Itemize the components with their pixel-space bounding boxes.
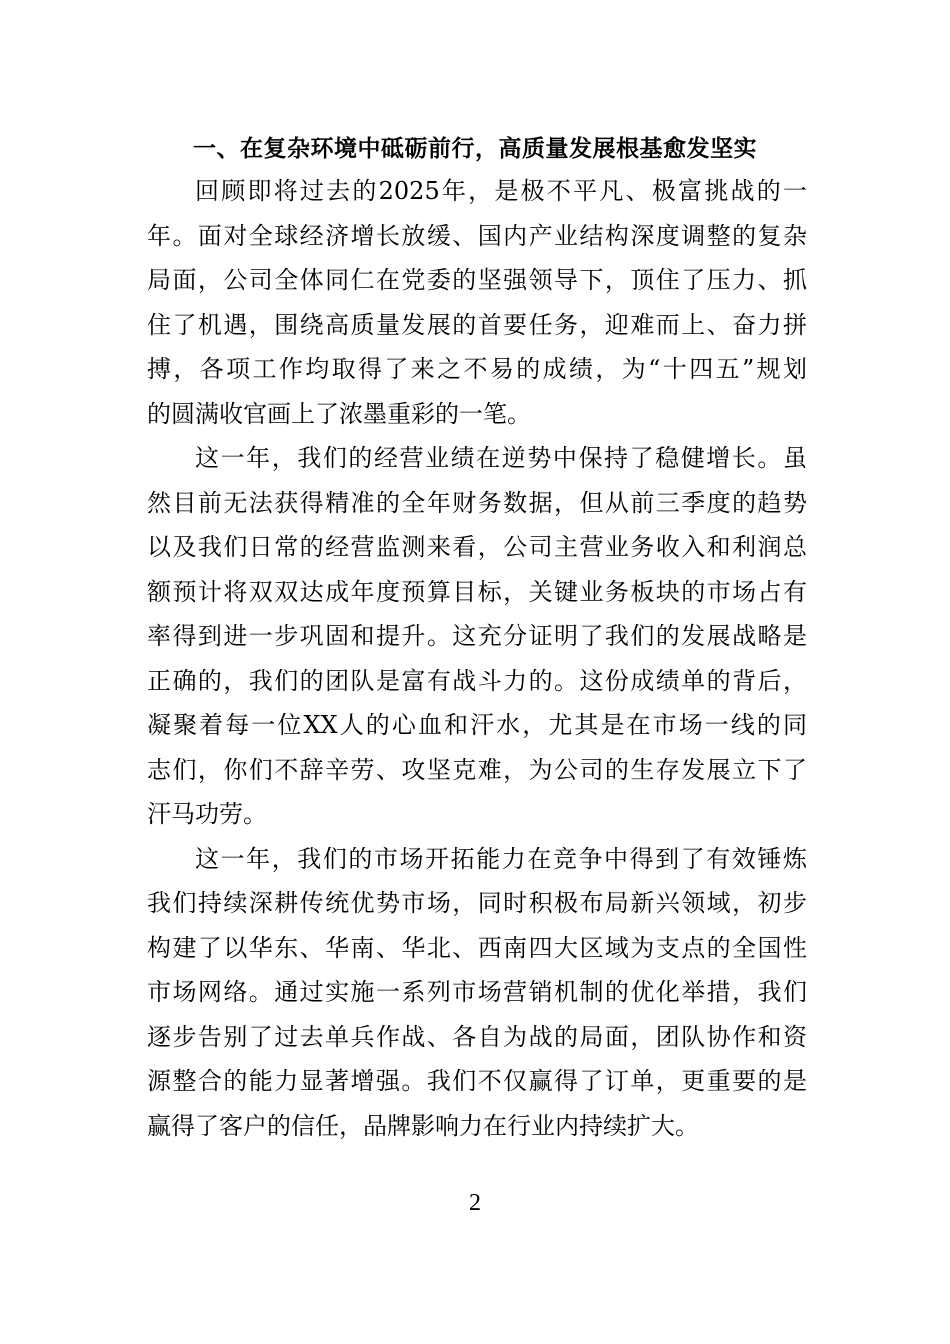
paragraph-3-line-4: 市场网络。通过实施一系列市场营销机制的优化举措，我们 (147, 978, 807, 1006)
page-number: 2 (469, 1190, 481, 1216)
paragraph-2-line-6: 正确的，我们的团队是富有战斗力的。这份成绩单的背后， (147, 666, 807, 695)
paragraph-3-line-5: 逐步告别了过去单兵作战、各自为战的局面，团队协作和资 (147, 1022, 807, 1051)
paragraph-3-line-1: 这一年，我们的市场开拓能力在竞争中得到了有效锤炼 (195, 844, 807, 873)
paragraph-1-line-4: 住了机遇，围绕高质量发展的首要任务，迎难而上、奋力拼 (147, 310, 807, 339)
paragraph-2-line-1: 这一年，我们的经营业绩在逆势中保持了稳健增长。虽 (195, 444, 807, 472)
paragraph-1-line-5: 搏，各项工作均取得了来之不易的成绩，为“十四五”规划 (147, 355, 807, 383)
paragraph-3-line-3: 构建了以华东、华南、华北、西南四大区域为支点的全国性 (147, 933, 807, 962)
paragraph-3-line-2: 我们持续深耕传统优势市场，同时积极布局新兴领域，初步 (147, 889, 807, 917)
section-heading: 一、在复杂环境中砥砺前行，高质量发展根基愈发坚实 (193, 136, 757, 162)
paragraph-2-line-5: 率得到进一步巩固和提升。这充分证明了我们的发展战略是 (147, 622, 807, 650)
paragraph-1-line-2: 年。面对全球经济增长放缓、国内产业结构深度调整的复杂 (147, 221, 807, 250)
paragraph-2-line-9: 汗马功劳。 (147, 800, 267, 828)
paragraph-3-line-7: 赢得了客户的信任，品牌影响力在行业内持续扩大。 (147, 1111, 699, 1140)
paragraph-2-line-2: 然目前无法获得精准的全年财务数据，但从前三季度的趋势 (147, 488, 807, 517)
paragraph-2-line-7: 凝聚着每一位XX人的心血和汗水，尤其是在市场一线的同 (147, 711, 807, 739)
paragraph-3-line-6: 源整合的能力显著增强。我们不仅赢得了订单，更重要的是 (147, 1067, 807, 1095)
document-body (147, 169, 807, 1148)
paragraph-1-line-6: 的圆满收官画上了浓墨重彩的一笔。 (147, 399, 531, 428)
paragraph-2-line-8: 志们，你们不辞辛劳、攻坚克难，为公司的生存发展立下了 (147, 755, 807, 784)
paragraph-1-line-1: 回顾即将过去的2025年，是极不平凡、极富挑战的一 (195, 177, 807, 205)
paragraph-2-line-3: 以及我们日常的经营监测来看，公司主营业务收入和利润总 (147, 533, 807, 561)
paragraph-1-line-3: 局面，公司全体同仁在党委的坚强领导下，顶住了压力、抓 (147, 266, 807, 294)
paragraph-2-line-4: 额预计将双双达成年度预算目标，关键业务板块的市场占有 (147, 577, 807, 606)
